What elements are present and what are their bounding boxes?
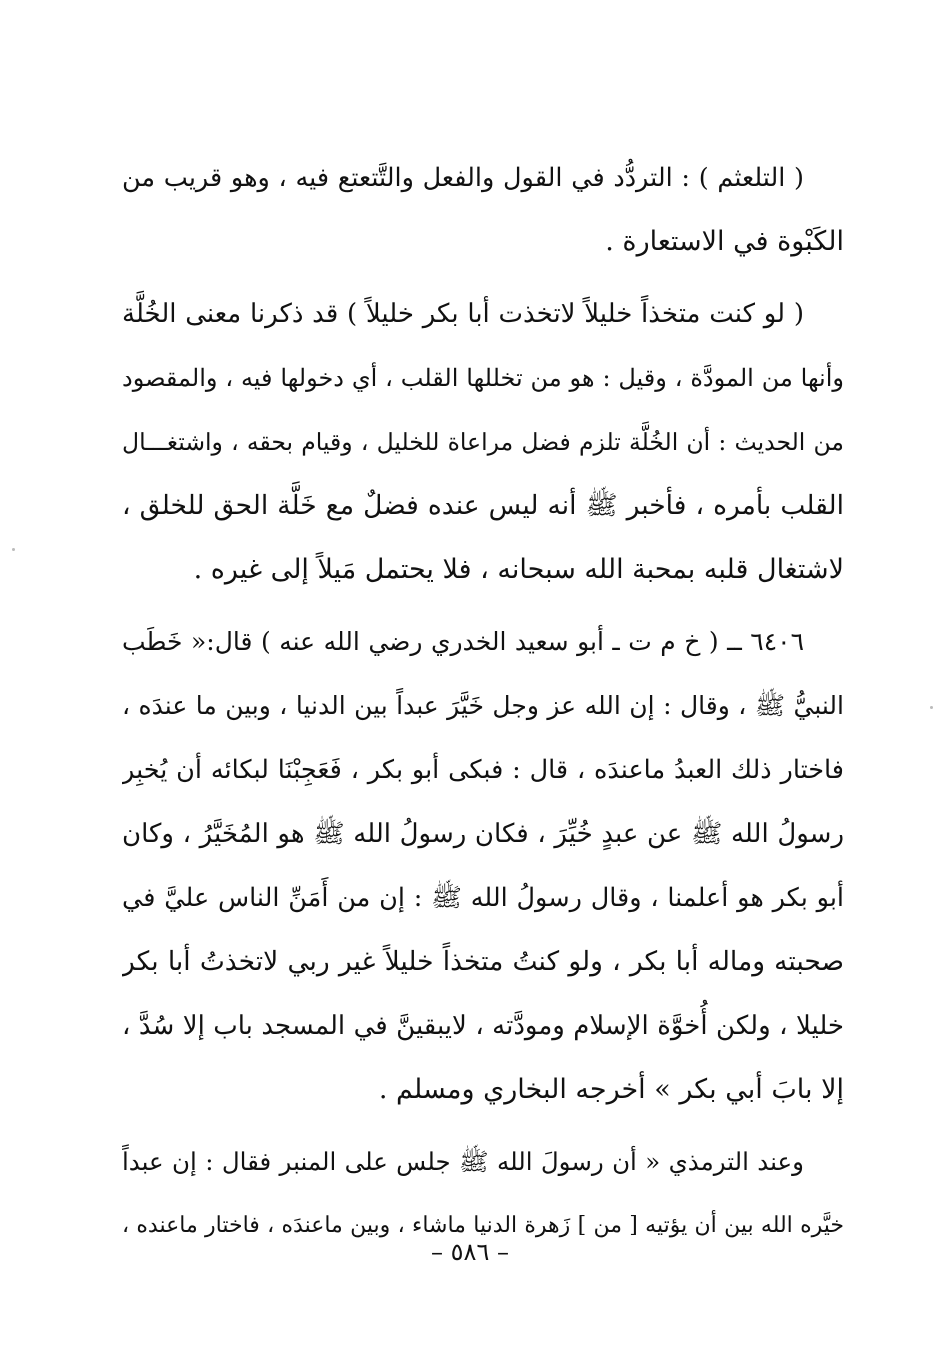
text-line: من الحديث : أن الخُلَّة تلزم فضل مراعاة للخليل ، وقيام بحقه ، واشتغـــال [122,428,844,456]
text-line: فاختار ذلك العبدُ ماعندَه ، قال : فبكى أبو بكر ، فَعَجِبْنَا لبكائه أن يُخبِر [122,755,844,785]
text-line: الكَبْوة في الاستعارة . [605,226,844,257]
text-line: خيَّره الله بين أن يؤتيه [ من ] زَهرة الدنيا ماشاء ، وبين ماعندَه ، فاختار ماعنده ، [122,1213,844,1238]
text-line: وأنها من المودَّة ، وقيل : هو من تخللها القلب ، أي دخولها فيه ، والمقصود [122,364,844,392]
paragraph-gap [122,602,844,610]
scan-speck [930,706,933,709]
text-line: القلب بأمره ، فأخبر ﷺ أنه ليس عنده فضلٌ مع خَلَّة الحق للخلق ، [122,490,844,521]
paragraph-gap [122,274,844,282]
scan-speck [12,548,15,551]
paragraph-definition-talatthum [122,146,844,274]
paragraph-khulla-explanation [122,282,844,602]
paragraph-hadith-6406 [122,610,844,1122]
text-line: صحبته وماله أبا بكر ، ولو كنتُ متخذاً خليلاً غير ربي لاتخذتُ أبا بكر [122,946,844,977]
text-line: النبيُّ ﷺ ، وقال : إن الله عز وجل خَيَّرَ عبداً بين الدنيا ، وبين ما عندَه ، [122,691,844,720]
text-line: رسولُ الله ﷺ عن عبدٍ خُيِّرَ ، فكان رسولُ الله ﷺ هو المُخَيَّرُ ، وكان [122,819,844,849]
page-body [122,146,844,1258]
paragraph-gap [122,1122,844,1130]
text-line: ( التلعثم ) : التردُّد في القول والفعل والتَّتعتع فيه ، وهو قريب من [122,163,804,193]
page-number: – ٥٨٦ – [431,1238,509,1266]
text-line: خليلا ، ولكن أُخوَّة الإسلام ومودَّته ، لايبقينَّ في المسجد باب إلا سُدَّ ، [122,1011,844,1041]
text-line: ( لو كنت متخذاً خليلاً لاتخذت أبا بكر خليلاً ) قد ذكرنا معنى الخُلَّة [122,299,804,329]
text-line: إلا بابَ أبي بكر » أخرجه البخاري ومسلم . [378,1074,844,1105]
text-line: لاشتغال قلبه بمحبة الله سبحانه ، فلا يحتمل مَيلاً إلى غيره . [193,554,844,585]
text-line: وعند الترمذي « أن رسولَ الله ﷺ جلس على المنبر فقال : إن عبداً [122,1147,804,1176]
text-line: ٦٤٠٦ ــ ( خ م ت ـ أبو سعيد الخدري رضي الله عنه ) قال:« خَطَب [122,627,804,656]
text-line: أبو بكر هو أعلمنا ، وقال رسولُ الله ﷺ : إن من أَمَنِّ الناس عليَّ في [122,883,844,913]
